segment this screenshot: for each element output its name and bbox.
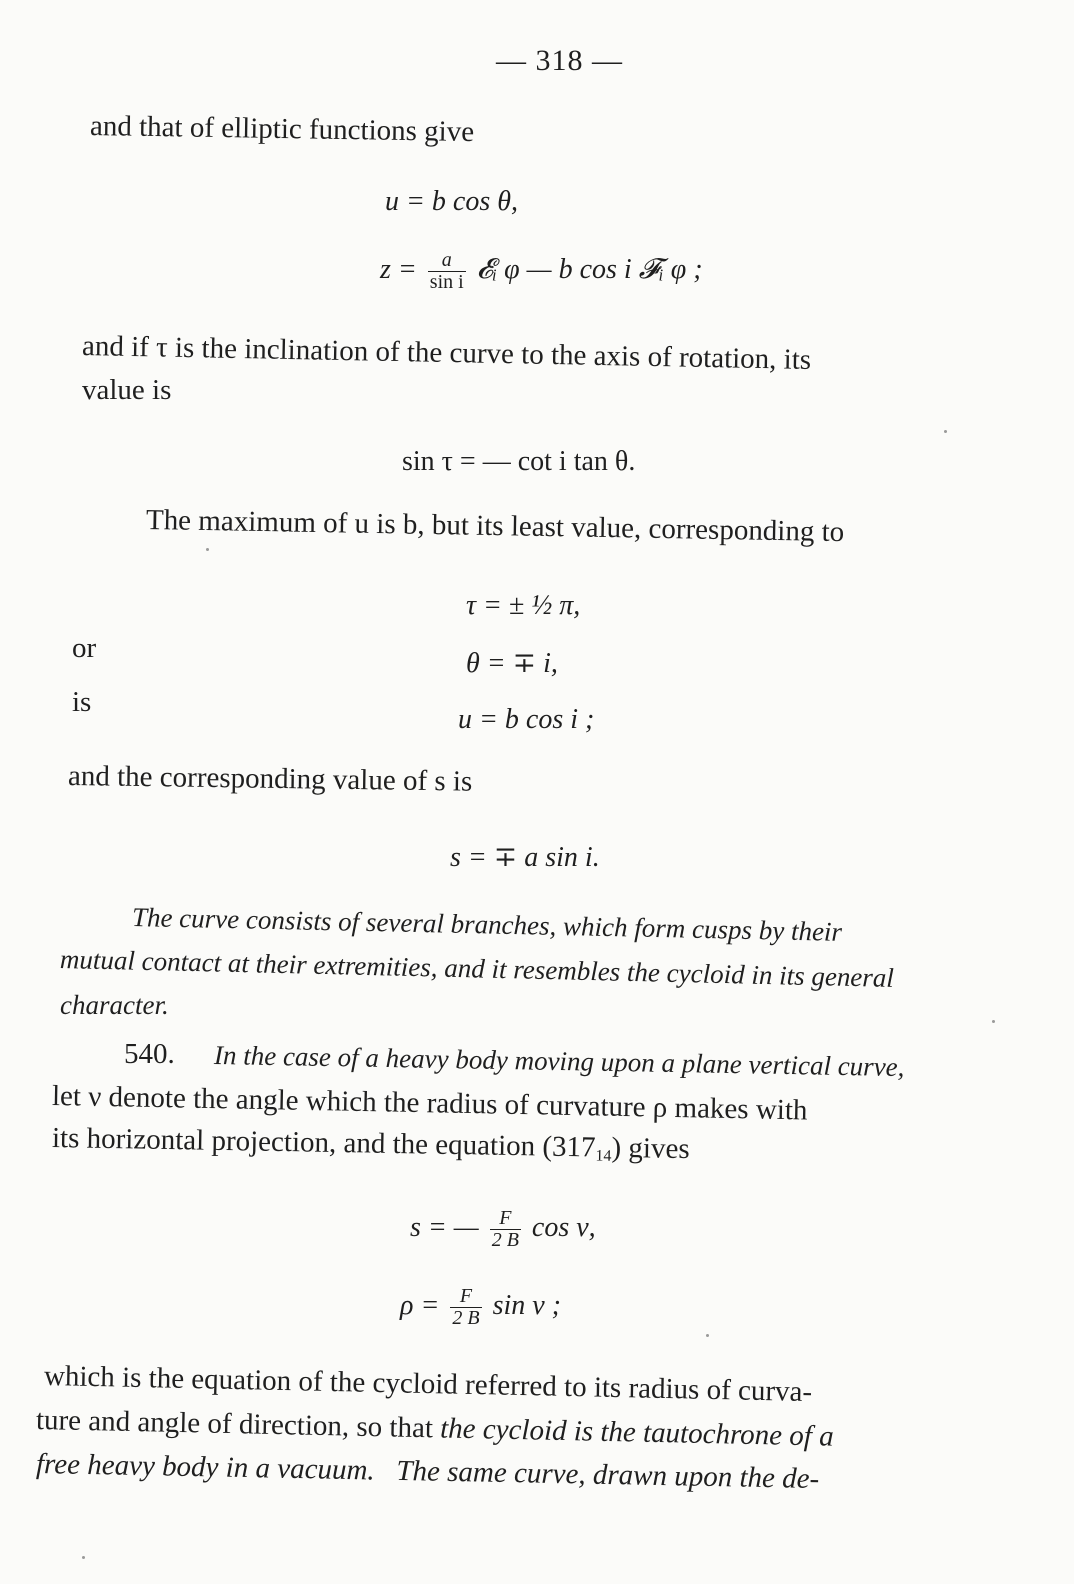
paragraph-number: 540. xyxy=(124,1038,175,1070)
text-line: its horizontal projection, and the equation $(317_{14})$ gives xyxy=(51,1122,690,1166)
equation-s-cycloid: s = — $\frac{F}{2 B}$ cos ν, xyxy=(410,1207,596,1251)
equation-u-min: u = b cos i ; xyxy=(458,704,595,735)
equation-sin-tau: sin τ = — cot i tan θ. xyxy=(402,446,636,477)
paper-speck xyxy=(992,1020,995,1023)
text-line: let ν denote the angle which the radius of curvature ρ makes with xyxy=(51,1080,808,1127)
word-or: or xyxy=(72,632,97,664)
text-line: In the case of a heavy body moving upon a plane vertical curve, xyxy=(213,1040,905,1083)
text-line: free heavy body in a vacuum. The same curve, drawn upon the de- xyxy=(35,1448,820,1496)
paper-speck xyxy=(206,548,209,551)
paper-speck xyxy=(944,430,947,433)
text-line: and that of elliptic functions give xyxy=(89,110,475,149)
text-line: The curve consists of several branches, which form cusps by their xyxy=(131,902,843,947)
paper-speck xyxy=(706,1334,709,1337)
equation-rho-cycloid: ρ = $\frac{F}{2 B}$ sin ν ; xyxy=(400,1285,561,1329)
equation-z: z = $\frac{a}{\text{sin i}}$ 𝓔ᵢ φ — b cos i 𝓕ᵢ φ ; xyxy=(380,249,703,293)
equation-tau: τ = ± ½ π, xyxy=(466,590,581,621)
equation-theta: θ = ∓ i, xyxy=(466,648,558,679)
text-line: value is xyxy=(82,374,172,406)
text-line: which is the equation of the cycloid referred to its radius of curva- xyxy=(43,1360,813,1409)
page-number: — 318 — xyxy=(496,44,623,77)
word-is: is xyxy=(72,686,92,718)
fraction: $\frac{a}{\text{sin i}}$ xyxy=(429,249,464,293)
fraction: $\frac{F}{2 B}$ xyxy=(452,1285,480,1329)
text-line: The maximum of u is b, but its least value, corresponding to xyxy=(145,504,845,549)
equation-s: s = ∓ a sin i. xyxy=(450,842,600,873)
text-line: character. xyxy=(60,990,169,1020)
text-line: mutual contact at their extremities, and it resembles the cycloid in its general xyxy=(59,944,895,993)
fraction: $\frac{F}{2 B}$ xyxy=(491,1207,519,1251)
text-line: and if τ is the inclination of the curve to the axis of rotation, its xyxy=(81,330,812,376)
text-line: ture and angle of direction, so that the cycloid is the tautochrone of a xyxy=(35,1404,834,1453)
equation-u: u = b cos θ, xyxy=(385,186,518,217)
paper-speck xyxy=(82,1556,85,1559)
text-line: and the corresponding value of s is xyxy=(67,760,473,798)
